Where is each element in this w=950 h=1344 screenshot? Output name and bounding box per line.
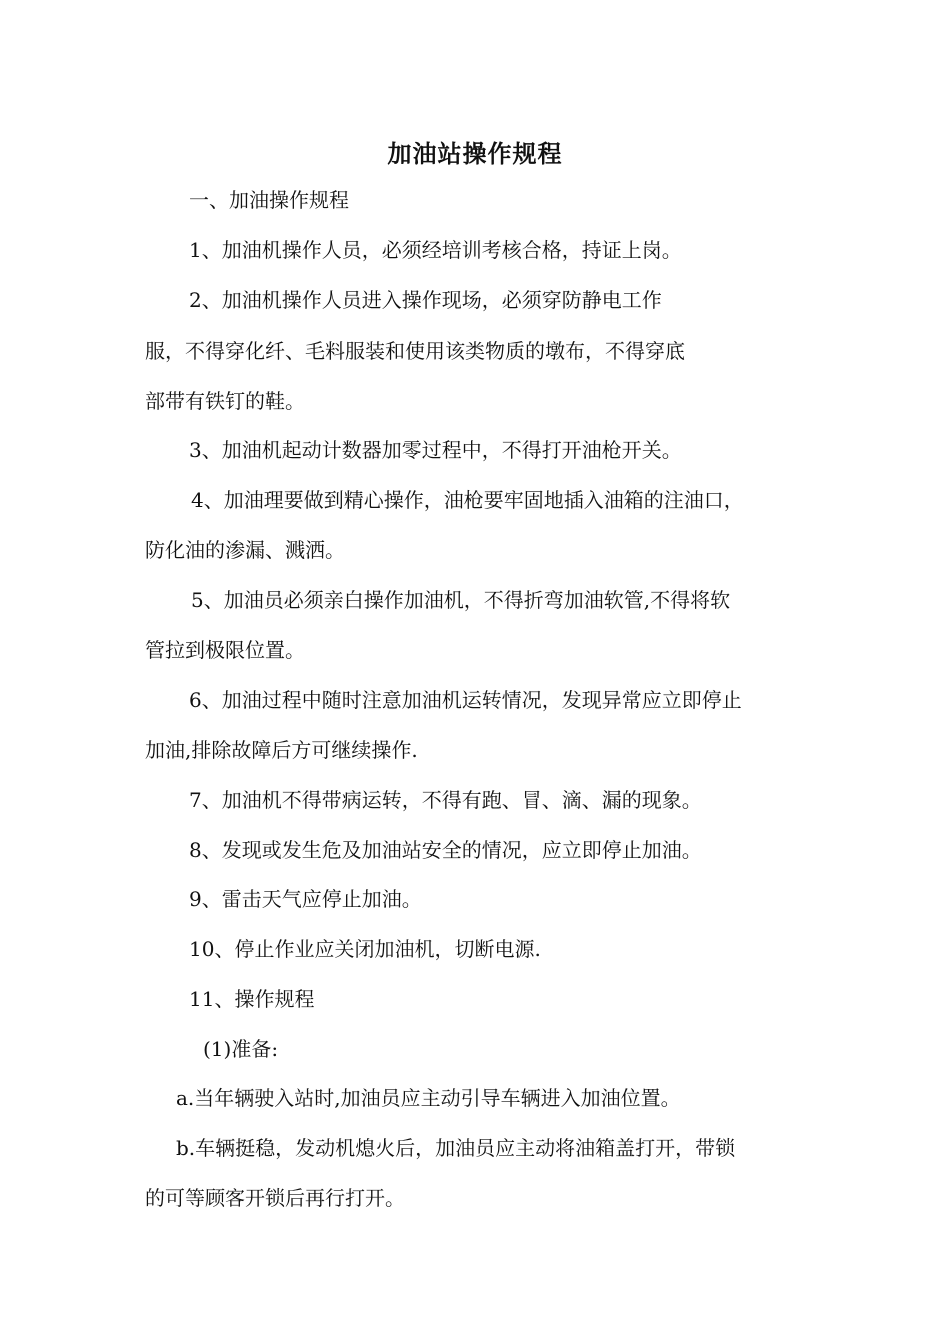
paragraph-line: 5、加油员必须亲白操作加油机，不得折弯加油软管,不得将软	[191, 588, 731, 612]
paragraph-line: 3、加油机起动计数器加零过程中，不得打开油枪开关。	[189, 438, 682, 462]
paragraph-line: 防化油的渗漏、溅洒。	[145, 538, 345, 562]
paragraph-line: 加油,排除故障后方可继续操作.	[145, 738, 418, 762]
paragraph-line: 10、停止作业应关闭加油机，切断电源.	[189, 937, 541, 961]
paragraph-line: 2、加油机操作人员进入操作现场，必须穿防静电工作	[189, 288, 662, 312]
paragraph-line: 部带有铁钉的鞋。	[145, 389, 305, 413]
paragraph-line: 的可等顾客开锁后再行打开。	[145, 1186, 405, 1210]
paragraph-line: 4、加油理要做到精心操作，油枪要牢固地插入油箱的注油口，	[191, 488, 744, 512]
paragraph-line: b.车辆挺稳，发动机熄火后，加油员应主动将油箱盖打开，带锁	[176, 1136, 736, 1160]
document-title: 加油站操作规程	[387, 139, 563, 168]
paragraph-line: 管拉到极限位置。	[145, 638, 305, 662]
paragraph-line: 8、发现或发生危及加油站安全的情况，应立即停止加油。	[189, 838, 702, 862]
paragraph-line: a.当年辆驶入站时,加油员应主动引导车辆进入加油位置。	[176, 1086, 681, 1110]
paragraph-line: 1、加油机操作人员，必须经培训考核合格，持证上岗。	[189, 238, 682, 262]
paragraph-line: 7、加油机不得带病运转，不得有跑、冒、滴、漏的现象。	[189, 788, 702, 812]
subsection-heading: (1)准备:	[203, 1037, 279, 1061]
paragraph-line: 服，不得穿化纤、毛料服装和使用该类物质的墩布，不得穿底	[145, 339, 685, 363]
paragraph-line: 9、雷击天气应停止加油。	[189, 887, 422, 911]
section-heading: 一、加油操作规程	[189, 188, 349, 212]
paragraph-line: 6、加油过程中随时注意加油机运转情况，发现异常应立即停止	[189, 688, 742, 712]
section-heading: 11、操作规程	[189, 987, 315, 1011]
